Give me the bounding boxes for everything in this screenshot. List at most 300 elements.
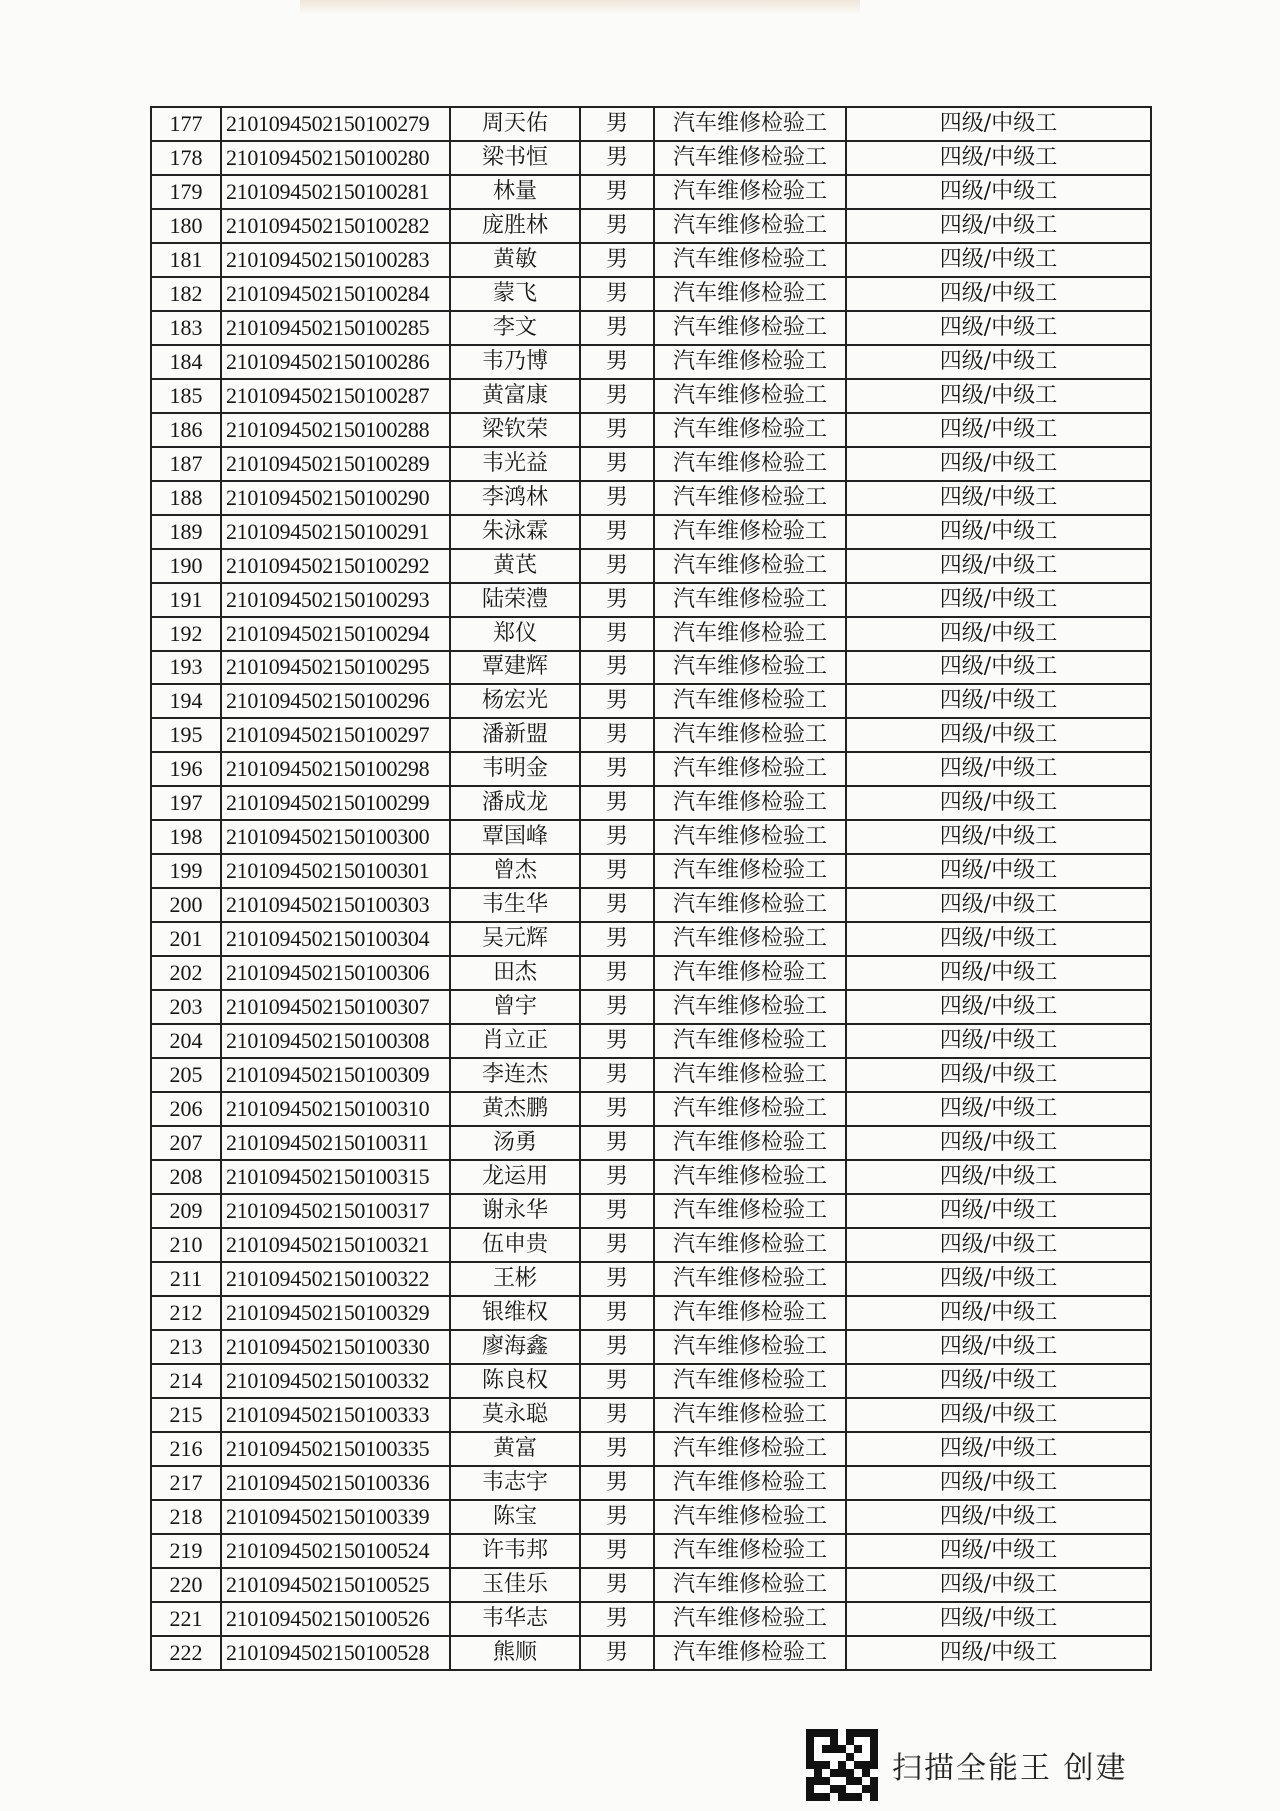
gender-cell: 男 [580,345,654,379]
level-cell: 四级/中级工 [846,752,1151,786]
table-row [151,311,1151,345]
certificate-id-cell: 2101094502150100304 [221,922,450,956]
gender-cell: 男 [580,718,654,752]
certificate-id-cell: 2101094502150100321 [221,1228,450,1262]
level-cell: 四级/中级工 [846,141,1151,175]
row-number-cell: 212 [151,1296,221,1330]
table-row [151,1568,1151,1602]
row-number-cell: 220 [151,1568,221,1602]
certificate-id-cell: 2101094502150100528 [221,1636,450,1670]
name-cell: 林量 [450,175,580,209]
table-row [151,888,1151,922]
level-cell: 四级/中级工 [846,413,1151,447]
level-cell: 四级/中级工 [846,1296,1151,1330]
gender-cell: 男 [580,1500,654,1534]
name-cell: 蒙飞 [450,277,580,311]
row-number-cell: 191 [151,583,221,617]
table-row [151,447,1151,481]
occupation-cell: 汽车维修检验工 [654,1092,846,1126]
occupation-cell: 汽车维修检验工 [654,956,846,990]
certificate-id-cell: 2101094502150100299 [221,786,450,820]
certificate-id-cell: 2101094502150100283 [221,243,450,277]
table-row [151,379,1151,413]
name-cell: 谢永华 [450,1194,580,1228]
occupation-cell: 汽车维修检验工 [654,990,846,1024]
row-number-cell: 221 [151,1602,221,1636]
name-cell: 韦华志 [450,1602,580,1636]
table-row [151,1160,1151,1194]
certificate-id-cell: 2101094502150100339 [221,1500,450,1534]
certificate-id-cell: 2101094502150100280 [221,141,450,175]
gender-cell: 男 [580,854,654,888]
roster-table [150,106,1152,1671]
table-row [151,752,1151,786]
certificate-id-cell: 2101094502150100295 [221,651,450,685]
row-number-cell: 182 [151,277,221,311]
gender-cell: 男 [580,1466,654,1500]
name-cell: 汤勇 [450,1126,580,1160]
row-number-cell: 207 [151,1126,221,1160]
gender-cell: 男 [580,651,654,685]
certificate-id-cell: 2101094502150100308 [221,1024,450,1058]
name-cell: 朱泳霖 [450,515,580,549]
level-cell: 四级/中级工 [846,1024,1151,1058]
occupation-cell: 汽车维修检验工 [654,1602,846,1636]
certificate-id-cell: 2101094502150100322 [221,1262,450,1296]
name-cell: 李鸿林 [450,481,580,515]
table-row [151,922,1151,956]
gender-cell: 男 [580,515,654,549]
level-cell: 四级/中级工 [846,1398,1151,1432]
level-cell: 四级/中级工 [846,481,1151,515]
gender-cell: 男 [580,379,654,413]
gender-cell: 男 [580,1058,654,1092]
name-cell: 郑仪 [450,617,580,651]
gender-cell: 男 [580,1228,654,1262]
table-row [151,718,1151,752]
certificate-id-cell: 2101094502150100291 [221,515,450,549]
level-cell: 四级/中级工 [846,888,1151,922]
row-number-cell: 217 [151,1466,221,1500]
row-number-cell: 179 [151,175,221,209]
name-cell: 庞胜林 [450,209,580,243]
name-cell: 黄富 [450,1432,580,1466]
level-cell: 四级/中级工 [846,820,1151,854]
row-number-cell: 193 [151,651,221,685]
certificate-id-cell: 2101094502150100524 [221,1534,450,1568]
name-cell: 陈良权 [450,1364,580,1398]
gender-cell: 男 [580,481,654,515]
certificate-id-cell: 2101094502150100292 [221,549,450,583]
name-cell: 李文 [450,311,580,345]
gender-cell: 男 [580,617,654,651]
name-cell: 潘新盟 [450,718,580,752]
row-number-cell: 222 [151,1636,221,1670]
name-cell: 李连杰 [450,1058,580,1092]
occupation-cell: 汽车维修检验工 [654,1432,846,1466]
name-cell: 韦明金 [450,752,580,786]
occupation-cell: 汽车维修检验工 [654,311,846,345]
row-number-cell: 181 [151,243,221,277]
level-cell: 四级/中级工 [846,718,1151,752]
name-cell: 莫永聪 [450,1398,580,1432]
certificate-id-cell: 2101094502150100286 [221,345,450,379]
name-cell: 熊顺 [450,1636,580,1670]
level-cell: 四级/中级工 [846,549,1151,583]
level-cell: 四级/中级工 [846,1160,1151,1194]
level-cell: 四级/中级工 [846,175,1151,209]
certificate-id-cell: 2101094502150100315 [221,1160,450,1194]
name-cell: 龙运用 [450,1160,580,1194]
name-cell: 黄芪 [450,549,580,583]
gender-cell: 男 [580,1296,654,1330]
row-number-cell: 199 [151,854,221,888]
gender-cell: 男 [580,549,654,583]
name-cell: 曾宇 [450,990,580,1024]
table-row [151,141,1151,175]
name-cell: 伍申贵 [450,1228,580,1262]
table-row [151,1330,1151,1364]
name-cell: 黄敏 [450,243,580,277]
gender-cell: 男 [580,820,654,854]
row-number-cell: 177 [151,107,221,141]
certificate-id-cell: 2101094502150100306 [221,956,450,990]
table-row [151,277,1151,311]
occupation-cell: 汽车维修检验工 [654,1364,846,1398]
occupation-cell: 汽车维修检验工 [654,1024,846,1058]
level-cell: 四级/中级工 [846,1466,1151,1500]
name-cell: 田杰 [450,956,580,990]
row-number-cell: 209 [151,1194,221,1228]
table-row [151,1432,1151,1466]
name-cell: 许韦邦 [450,1534,580,1568]
name-cell: 陆荣澧 [450,583,580,617]
table-row [151,990,1151,1024]
certificate-id-cell: 2101094502150100303 [221,888,450,922]
scanner-watermark [806,1725,1128,1805]
gender-cell: 男 [580,1330,654,1364]
occupation-cell: 汽车维修检验工 [654,447,846,481]
level-cell: 四级/中级工 [846,786,1151,820]
level-cell: 四级/中级工 [846,277,1151,311]
gender-cell: 男 [580,786,654,820]
table-row [151,209,1151,243]
level-cell: 四级/中级工 [846,922,1151,956]
certificate-id-cell: 2101094502150100335 [221,1432,450,1466]
row-number-cell: 192 [151,617,221,651]
gender-cell: 男 [580,583,654,617]
gender-cell: 男 [580,1126,654,1160]
name-cell: 梁书恒 [450,141,580,175]
gender-cell: 男 [580,956,654,990]
occupation-cell: 汽车维修检验工 [654,1398,846,1432]
name-cell: 王彬 [450,1262,580,1296]
name-cell: 银维权 [450,1296,580,1330]
certificate-id-cell: 2101094502150100287 [221,379,450,413]
occupation-cell: 汽车维修检验工 [654,413,846,447]
occupation-cell: 汽车维修检验工 [654,243,846,277]
table-row [151,1126,1151,1160]
certificate-id-cell: 2101094502150100526 [221,1602,450,1636]
name-cell: 玉佳乐 [450,1568,580,1602]
occupation-cell: 汽车维修检验工 [654,1330,846,1364]
level-cell: 四级/中级工 [846,1534,1151,1568]
table-row [151,481,1151,515]
row-number-cell: 194 [151,684,221,718]
row-number-cell: 185 [151,379,221,413]
row-number-cell: 195 [151,718,221,752]
table-row [151,854,1151,888]
level-cell: 四级/中级工 [846,1636,1151,1670]
watermark-text: 扫描全能王 创建 [892,1751,1128,1786]
occupation-cell: 汽车维修检验工 [654,820,846,854]
name-cell: 杨宏光 [450,684,580,718]
occupation-cell: 汽车维修检验工 [654,651,846,685]
certificate-id-cell: 2101094502150100285 [221,311,450,345]
table-row [151,243,1151,277]
gender-cell: 男 [580,1636,654,1670]
level-cell: 四级/中级工 [846,447,1151,481]
certificate-id-cell: 2101094502150100293 [221,583,450,617]
table-row [151,1398,1151,1432]
certificate-id-cell: 2101094502150100329 [221,1296,450,1330]
certificate-id-cell: 2101094502150100281 [221,175,450,209]
table-row [151,583,1151,617]
certificate-id-cell: 2101094502150100309 [221,1058,450,1092]
table-row [151,1466,1151,1500]
level-cell: 四级/中级工 [846,990,1151,1024]
level-cell: 四级/中级工 [846,1194,1151,1228]
level-cell: 四级/中级工 [846,1568,1151,1602]
row-number-cell: 208 [151,1160,221,1194]
gender-cell: 男 [580,311,654,345]
name-cell: 韦光益 [450,447,580,481]
name-cell: 韦志宇 [450,1466,580,1500]
level-cell: 四级/中级工 [846,684,1151,718]
table-row [151,1092,1151,1126]
row-number-cell: 188 [151,481,221,515]
certificate-id-cell: 2101094502150100311 [221,1126,450,1160]
name-cell: 韦生华 [450,888,580,922]
level-cell: 四级/中级工 [846,379,1151,413]
row-number-cell: 210 [151,1228,221,1262]
table-row [151,107,1151,141]
level-cell: 四级/中级工 [846,651,1151,685]
certificate-id-cell: 2101094502150100294 [221,617,450,651]
occupation-cell: 汽车维修检验工 [654,379,846,413]
gender-cell: 男 [580,1092,654,1126]
table-row [151,617,1151,651]
gender-cell: 男 [580,277,654,311]
level-cell: 四级/中级工 [846,107,1151,141]
row-number-cell: 213 [151,1330,221,1364]
occupation-cell: 汽车维修检验工 [654,1262,846,1296]
table-row [151,1534,1151,1568]
occupation-cell: 汽车维修检验工 [654,1228,846,1262]
row-number-cell: 180 [151,209,221,243]
name-cell: 陈宝 [450,1500,580,1534]
level-cell: 四级/中级工 [846,1500,1151,1534]
name-cell: 曾杰 [450,854,580,888]
gender-cell: 男 [580,141,654,175]
occupation-cell: 汽车维修检验工 [654,583,846,617]
row-number-cell: 187 [151,447,221,481]
name-cell: 黄富康 [450,379,580,413]
table-row [151,1228,1151,1262]
table-row [151,786,1151,820]
name-cell: 覃国峰 [450,820,580,854]
level-cell: 四级/中级工 [846,1092,1151,1126]
occupation-cell: 汽车维修检验工 [654,345,846,379]
certificate-id-cell: 2101094502150100284 [221,277,450,311]
row-number-cell: 183 [151,311,221,345]
level-cell: 四级/中级工 [846,1602,1151,1636]
table-row [151,1602,1151,1636]
certificate-id-cell: 2101094502150100317 [221,1194,450,1228]
occupation-cell: 汽车维修检验工 [654,718,846,752]
table-row [151,684,1151,718]
table-row [151,345,1151,379]
gender-cell: 男 [580,413,654,447]
table-row [151,413,1151,447]
level-cell: 四级/中级工 [846,617,1151,651]
certificate-id-cell: 2101094502150100333 [221,1398,450,1432]
occupation-cell: 汽车维修检验工 [654,786,846,820]
certificate-id-cell: 2101094502150100332 [221,1364,450,1398]
row-number-cell: 215 [151,1398,221,1432]
level-cell: 四级/中级工 [846,515,1151,549]
gender-cell: 男 [580,107,654,141]
table-row [151,820,1151,854]
gender-cell: 男 [580,1364,654,1398]
level-cell: 四级/中级工 [846,243,1151,277]
table-row [151,1024,1151,1058]
gender-cell: 男 [580,990,654,1024]
occupation-cell: 汽车维修检验工 [654,1466,846,1500]
certificate-id-cell: 2101094502150100290 [221,481,450,515]
table-row [151,1262,1151,1296]
certificate-id-cell: 2101094502150100307 [221,990,450,1024]
certificate-id-cell: 2101094502150100298 [221,752,450,786]
gender-cell: 男 [580,209,654,243]
table-row [151,651,1151,685]
level-cell: 四级/中级工 [846,583,1151,617]
row-number-cell: 190 [151,549,221,583]
table-row [151,1058,1151,1092]
gender-cell: 男 [580,888,654,922]
row-number-cell: 202 [151,956,221,990]
occupation-cell: 汽车维修检验工 [654,107,846,141]
name-cell: 黄杰鹏 [450,1092,580,1126]
certificate-id-cell: 2101094502150100289 [221,447,450,481]
certificate-id-cell: 2101094502150100288 [221,413,450,447]
gender-cell: 男 [580,1194,654,1228]
occupation-cell: 汽车维修检验工 [654,1534,846,1568]
occupation-cell: 汽车维修检验工 [654,617,846,651]
row-number-cell: 203 [151,990,221,1024]
row-number-cell: 211 [151,1262,221,1296]
occupation-cell: 汽车维修检验工 [654,515,846,549]
certificate-id-cell: 2101094502150100336 [221,1466,450,1500]
row-number-cell: 218 [151,1500,221,1534]
qr-code-icon [806,1729,878,1801]
occupation-cell: 汽车维修检验工 [654,175,846,209]
name-cell: 梁钦荣 [450,413,580,447]
occupation-cell: 汽车维修检验工 [654,1568,846,1602]
certificate-id-cell: 2101094502150100310 [221,1092,450,1126]
occupation-cell: 汽车维修检验工 [654,684,846,718]
name-cell: 吴元辉 [450,922,580,956]
level-cell: 四级/中级工 [846,209,1151,243]
gender-cell: 男 [580,1398,654,1432]
row-number-cell: 189 [151,515,221,549]
table-row [151,956,1151,990]
name-cell: 廖海鑫 [450,1330,580,1364]
level-cell: 四级/中级工 [846,956,1151,990]
level-cell: 四级/中级工 [846,1228,1151,1262]
row-number-cell: 178 [151,141,221,175]
table-row [151,1194,1151,1228]
name-cell: 覃建辉 [450,651,580,685]
occupation-cell: 汽车维修检验工 [654,141,846,175]
row-number-cell: 216 [151,1432,221,1466]
certificate-id-cell: 2101094502150100525 [221,1568,450,1602]
gender-cell: 男 [580,447,654,481]
gender-cell: 男 [580,1432,654,1466]
row-number-cell: 186 [151,413,221,447]
level-cell: 四级/中级工 [846,1330,1151,1364]
table-row [151,1364,1151,1398]
occupation-cell: 汽车维修检验工 [654,922,846,956]
level-cell: 四级/中级工 [846,1126,1151,1160]
occupation-cell: 汽车维修检验工 [654,1126,846,1160]
row-number-cell: 197 [151,786,221,820]
occupation-cell: 汽车维修检验工 [654,1194,846,1228]
certificate-id-cell: 2101094502150100297 [221,718,450,752]
occupation-cell: 汽车维修检验工 [654,1160,846,1194]
row-number-cell: 201 [151,922,221,956]
occupation-cell: 汽车维修检验工 [654,1500,846,1534]
level-cell: 四级/中级工 [846,854,1151,888]
occupation-cell: 汽车维修检验工 [654,481,846,515]
table-row [151,1500,1151,1534]
row-number-cell: 205 [151,1058,221,1092]
name-cell: 潘成龙 [450,786,580,820]
gender-cell: 男 [580,684,654,718]
certificate-id-cell: 2101094502150100300 [221,820,450,854]
certificate-id-cell: 2101094502150100301 [221,854,450,888]
row-number-cell: 184 [151,345,221,379]
gender-cell: 男 [580,752,654,786]
occupation-cell: 汽车维修检验工 [654,549,846,583]
level-cell: 四级/中级工 [846,1364,1151,1398]
occupation-cell: 汽车维修检验工 [654,209,846,243]
level-cell: 四级/中级工 [846,1058,1151,1092]
gender-cell: 男 [580,1568,654,1602]
gender-cell: 男 [580,1534,654,1568]
name-cell: 韦乃博 [450,345,580,379]
table-row [151,1296,1151,1330]
level-cell: 四级/中级工 [846,311,1151,345]
level-cell: 四级/中级工 [846,1432,1151,1466]
row-number-cell: 196 [151,752,221,786]
gender-cell: 男 [580,175,654,209]
row-number-cell: 219 [151,1534,221,1568]
table-row [151,1636,1151,1670]
row-number-cell: 198 [151,820,221,854]
table-row [151,549,1151,583]
occupation-cell: 汽车维修检验工 [654,1058,846,1092]
